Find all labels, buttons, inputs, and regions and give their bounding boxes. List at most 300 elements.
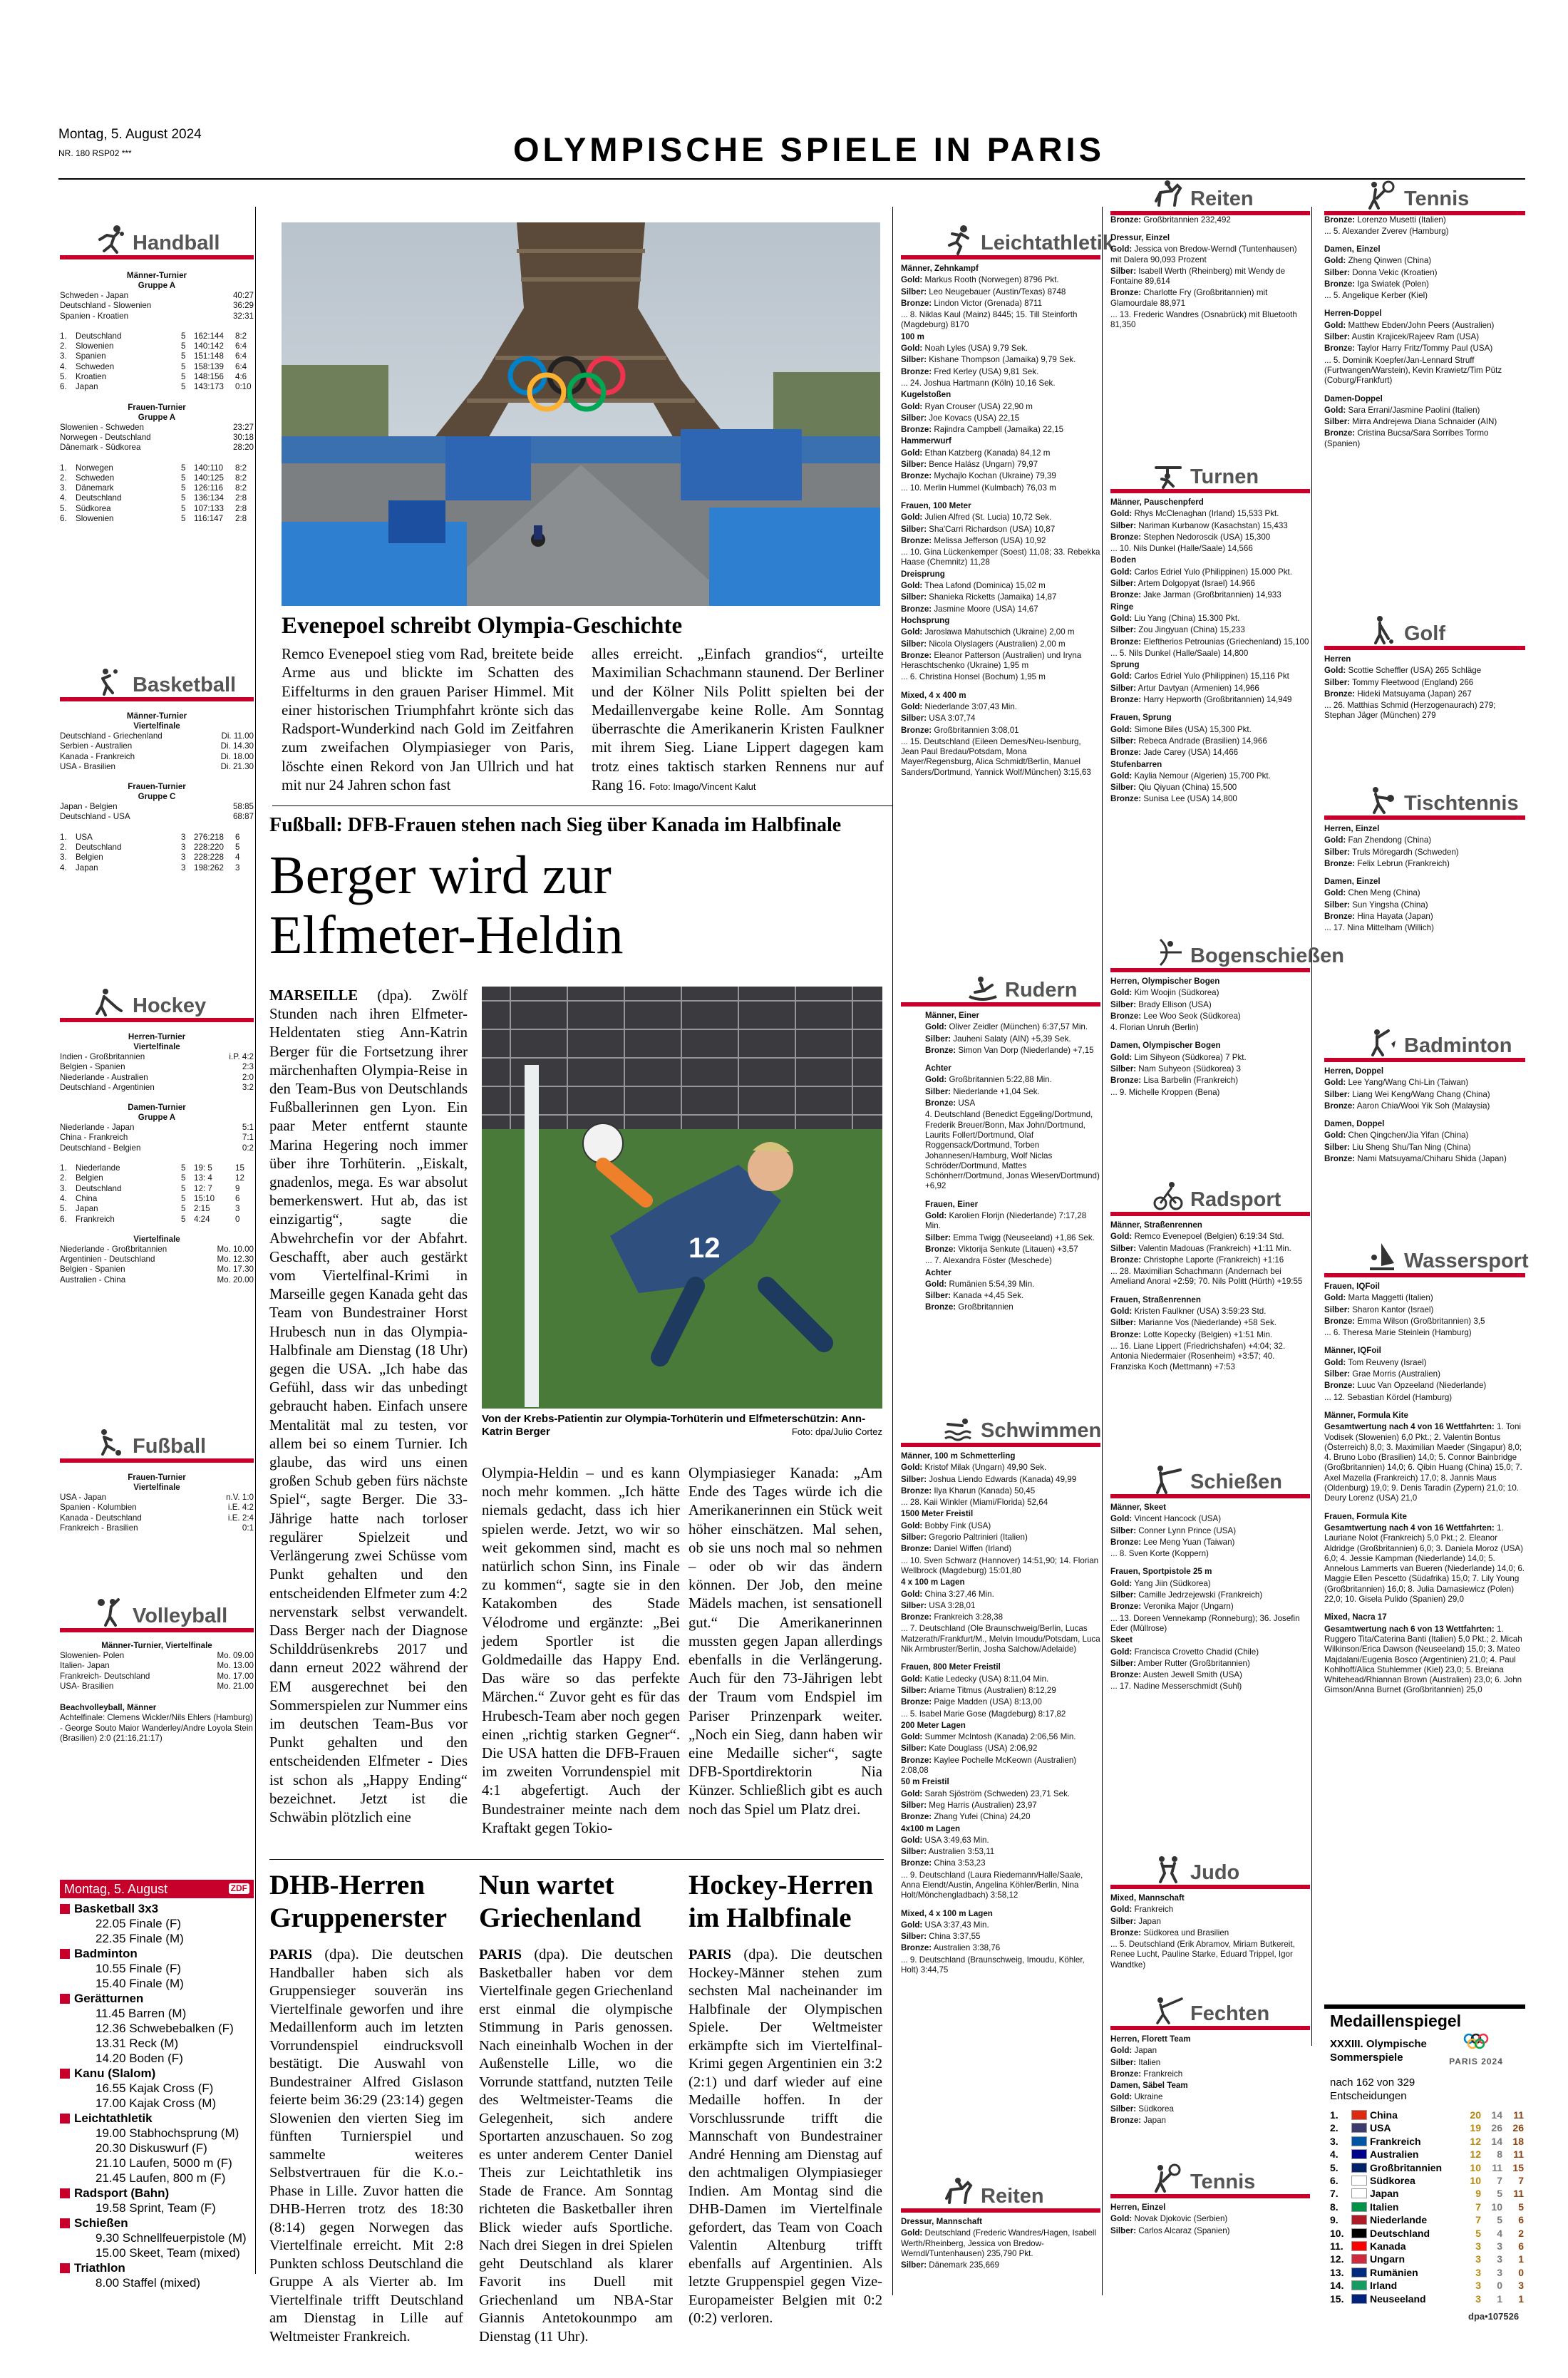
match-teams: Niederlande - Japan xyxy=(60,1123,135,1133)
result-line: Bronze: Iga Swiatek (Polen) xyxy=(1324,279,1429,289)
result-line: ... 10. Gina Lückenkemper (Soest) 11,08; 33. Rebekka Haase (Chemnitz) 11,28 xyxy=(901,547,1100,567)
spacer xyxy=(1324,388,1525,394)
result-line: Silber: Marianne Vos (Niederlande) +58 Sek. xyxy=(1110,1318,1276,1328)
tennis_bottom-results xyxy=(1110,2203,1310,2238)
table-cell: 5 xyxy=(181,463,186,473)
result-line: Silber: Japan xyxy=(1110,1916,1161,1926)
radsport-label: Radsport xyxy=(1190,1188,1281,1211)
table-cell: 5 xyxy=(181,1163,186,1173)
section-rule xyxy=(1110,2026,1310,2030)
table-cell: 3 xyxy=(181,843,186,853)
match-score: 0:1 xyxy=(242,1523,254,1533)
section-rule xyxy=(1324,1058,1525,1062)
flag-icon xyxy=(1351,2268,1367,2277)
spacer xyxy=(1110,1289,1310,1295)
result-line: ... 15. Deutschland (Eileen Demes/Neu-Isenburg, Jean Paul Bredau/Potsdam, Mona Mayer/Regensburg, Alica Schmidt/Berlin, Manuel Sanders/Dortmund, Yannick Wolf/München) 3:15,63 xyxy=(901,736,1091,777)
result-line: Bronze: Ilya Kharun (Kanada) 50,45 xyxy=(901,1486,1036,1496)
football-photo-caption xyxy=(482,1413,882,1438)
result-line: Bronze: Sunisa Lee (USA) 14,800 xyxy=(1110,794,1237,804)
section-rule xyxy=(1324,1273,1525,1277)
table-cell: China xyxy=(76,1193,98,1203)
result-line: Silber: Isabell Werth (Rheinberg) mit Wendy de Fontaine 89,614 xyxy=(1110,266,1286,287)
result-row xyxy=(60,1062,254,1072)
gold-count: 20 xyxy=(1470,2109,1481,2121)
table-cell: 151:148 xyxy=(194,351,224,361)
result-line: 4 x 100 m Lagen xyxy=(901,1577,965,1587)
medal-rank: 2. xyxy=(1330,2122,1339,2134)
table-cell: 148:156 xyxy=(194,372,224,382)
medal-rank: 6. xyxy=(1330,2175,1339,2187)
result-line: Silber: Liu Sheng Shu/Tan Ning (China) xyxy=(1324,1142,1471,1152)
medals-credit: dpa•107526 xyxy=(1468,2311,1520,2322)
result-line: Gold: Scottie Scheffler (USA) 265 Schläge xyxy=(1324,666,1482,676)
result-line: Silber: USA 3:28,01 xyxy=(901,1600,976,1610)
match-teams: USA - Japan xyxy=(60,1493,107,1502)
result-line: Herren-Doppel xyxy=(1324,309,1382,319)
table-cell: Belgien xyxy=(76,1173,103,1183)
bronze-count: 6 xyxy=(1518,2214,1524,2226)
match-score: 36:29 xyxy=(232,301,254,311)
result-line: Bronze: Japan xyxy=(1110,2116,1166,2126)
article-divider xyxy=(269,1859,884,1860)
table-cell: 2. xyxy=(60,843,67,853)
gold-count: 3 xyxy=(1475,2253,1481,2265)
result-line: Silber: Ariarne Titmus (Australien) 8:12,29 xyxy=(901,1685,1056,1695)
volleyball-heading xyxy=(96,1588,227,1628)
result-line: ... 13. Frederic Wandres (Osnabrück) mit Bluetooth 81,350 xyxy=(1110,310,1297,330)
match-score: 40:27 xyxy=(232,291,254,300)
table-cell: 2. xyxy=(60,473,67,483)
result-line: Skeet xyxy=(1110,1635,1133,1645)
result-line: Damen-Doppel xyxy=(1324,393,1383,403)
match-teams: Kanada - Frankreich xyxy=(60,751,135,761)
tischtennis-heading xyxy=(1367,776,1519,815)
sail-icon xyxy=(1367,1242,1397,1273)
medal-rank: 5. xyxy=(1330,2161,1339,2173)
schwimmen-results xyxy=(901,1451,1100,1977)
medal-rank: 4. xyxy=(1330,2148,1339,2161)
result-line: Bronze: Fred Kerley (USA) 9,81 Sek. xyxy=(901,366,1039,376)
result-line: Silber: Carlos Alcaraz (Spanien) xyxy=(1110,2225,1230,2235)
fussball-heading xyxy=(96,1419,206,1458)
result-line: Gold: Simone Biles (USA) 15,300 Pkt. xyxy=(1110,724,1252,734)
result-line: Gold: Niederlande 3:07,43 Min. xyxy=(901,701,1018,711)
table-cell: Deutschland xyxy=(76,331,122,341)
result-line: Silber: Amber Rutter (Großbritannien) xyxy=(1110,1658,1250,1668)
table-cell: 107:133 xyxy=(194,503,224,513)
gold-count: 10 xyxy=(1470,2161,1481,2173)
result-line: Gold: Julien Alfred (St. Lucia) 10,72 Sek. xyxy=(901,513,1052,523)
table-cell: Deutschland xyxy=(76,843,122,853)
table-cell: Japan xyxy=(76,382,98,392)
result-line: Hammerwurf xyxy=(901,436,951,446)
result-line: Bronze: Austen Jewell Smith (USA) xyxy=(1110,1670,1242,1680)
result-line: Männer, Zehnkampf xyxy=(901,264,979,273)
result-line: Gold: Francisca Crovetto Chadid (Chile) xyxy=(1110,1647,1259,1657)
match-score: Mo. 17.30 xyxy=(217,1265,254,1275)
flag-icon xyxy=(1351,2254,1367,2264)
result-line: ... 26. Matthias Schmid (Herzogenaurach) 279; Stephan Jäger (München) 279 xyxy=(1324,701,1496,721)
result-line: Gold: Vincent Hancock (USA) xyxy=(1110,1514,1222,1524)
table-cell: Spanien xyxy=(76,351,106,361)
leichtathletik-heading xyxy=(944,215,1114,255)
result-line: Gold: Carlos Edriel Yulo (Philippinen) 15.000 Pkt. xyxy=(1110,567,1292,577)
section-rule xyxy=(901,1443,1100,1447)
match-score: 7:1 xyxy=(242,1133,254,1143)
match-score: 28:20 xyxy=(232,443,254,453)
result-row xyxy=(60,1083,254,1093)
headline-line: Gruppenerster xyxy=(269,1903,448,1933)
result-line: Silber: Italien xyxy=(1110,2057,1161,2067)
bogen-label: Bogenschießen xyxy=(1190,944,1344,967)
match-score: n.V. 1:0 xyxy=(226,1493,254,1502)
bronze-count: 15 xyxy=(1512,2161,1524,2173)
match-teams: Belgien - Spanien xyxy=(60,1062,125,1072)
table-cell: Japan xyxy=(76,1204,98,1214)
result-line: 200 Meter Lagen xyxy=(901,1720,966,1730)
table-cell: 12 xyxy=(235,1173,244,1183)
silver-count: 5 xyxy=(1497,2214,1502,2226)
result-line: ... 8. Niklas Kaul (Mainz) 8445; 15. Till Steinforth (Magdeburg) 8170 xyxy=(901,310,1078,330)
match-score: 5:1 xyxy=(242,1123,254,1133)
result-line: Silber: Brady Ellison (USA) xyxy=(1110,999,1212,1009)
spacer xyxy=(1110,1560,1310,1567)
medal-country: Südkorea xyxy=(1370,2175,1415,2187)
match-score: Mo. 13.00 xyxy=(217,1661,254,1671)
result-line: Bronze: Nami Matsuyama/Chiharu Shida (Japan) xyxy=(1324,1154,1507,1164)
golf-label: Golf xyxy=(1404,622,1445,645)
gold-count: 5 xyxy=(1475,2227,1481,2239)
medal-row xyxy=(1330,2279,1524,2292)
table-cell: 8:2 xyxy=(235,483,247,493)
racket-icon xyxy=(1367,180,1397,211)
table-row xyxy=(60,1204,254,1214)
bottom-story-headline xyxy=(269,1869,469,1935)
table-cell: 126:116 xyxy=(194,483,224,493)
match-score: 2:3 xyxy=(242,1062,254,1072)
result-line: ... 9. Deutschland (Braunschweig, Imoudu, Köhler, Holt) 3:44,75 xyxy=(901,1955,1085,1975)
table-cell: 6. xyxy=(60,514,67,524)
result-subtitle: Viertelfinale xyxy=(133,1483,180,1492)
result-line: Silber: Austin Krajicek/Rajeev Ram (USA) xyxy=(1324,332,1480,342)
table-cell: 5. xyxy=(60,503,67,513)
turnen-heading xyxy=(1153,449,1259,489)
bronze-count: 7 xyxy=(1518,2175,1524,2187)
result-line: Mixed, 4 x 100 m Lagen xyxy=(901,1908,993,1918)
bronze-count: 1 xyxy=(1518,2253,1524,2265)
flag-icon xyxy=(1351,2110,1367,2120)
rudern-label: Rudern xyxy=(1005,979,1078,1002)
bronze-count: 11 xyxy=(1513,2148,1524,2161)
result-row xyxy=(60,741,254,751)
result-line: Bronze: Südkorea und Brasilien xyxy=(1110,1927,1229,1937)
flag-icon xyxy=(1351,2163,1367,2173)
result-line: Bronze: Lee Woo Seok (Südkorea) xyxy=(1110,1011,1241,1021)
leichtathletik-label: Leichtathletik xyxy=(981,232,1114,254)
gym-icon xyxy=(1153,458,1183,489)
tv-item: 16.55 Kajak Cross (F) xyxy=(96,2081,214,2095)
spacer xyxy=(901,1656,1100,1662)
result-row xyxy=(60,301,254,311)
match-score: 58:85 xyxy=(232,802,254,812)
section-rule xyxy=(1324,211,1525,215)
medal-country: China xyxy=(1370,2109,1398,2121)
tv-item: 22.05 Finale (F) xyxy=(96,1917,181,1930)
medal-country: Japan xyxy=(1370,2188,1399,2200)
table-row xyxy=(60,331,254,341)
tv-date: Montag, 5. August xyxy=(64,1882,168,1896)
result-line: Damen, Einzel xyxy=(1324,245,1381,254)
result-line: 100 m xyxy=(901,331,924,341)
section-rule xyxy=(60,1458,254,1463)
column-divider xyxy=(1102,207,1103,2295)
result-line: ... 9. Michelle Kroppen (Bena) xyxy=(1110,1087,1220,1097)
football-headline-line1: Berger wird zur xyxy=(269,845,612,905)
result-line: Herren, Einzel xyxy=(1110,2203,1166,2212)
match-teams: Italien- Japan xyxy=(60,1661,110,1671)
article-divider xyxy=(272,805,892,806)
football-dateline: MARSEILLE xyxy=(269,988,359,1004)
medal-rank: 12. xyxy=(1330,2253,1344,2265)
result-line: ... 9. Deutschland (Laura Riedemann/Halle/Saale, Anna Elendt/Austin, Angelina Köhler/Berlin, Nina Holt/Mönchengladbach) 3:58,12 xyxy=(901,1870,1083,1900)
result-line: Bronze: Kaylee Pochelle McKeown (Australien) 2:08,08 xyxy=(901,1755,1077,1776)
result-line: Bronze: Stephen Nedoroscik (USA) 15,300 xyxy=(1110,532,1271,542)
medal-rank: 3. xyxy=(1330,2135,1339,2147)
result-line: Bronze: Aaron Chia/Wooi Yik Soh (Malaysia) xyxy=(1324,1101,1490,1111)
result-row xyxy=(60,1493,254,1503)
judo-results xyxy=(1110,1893,1310,1972)
match-teams: Australien - China xyxy=(60,1275,126,1285)
racket-icon xyxy=(1153,2163,1183,2194)
basketball-label: Basketball xyxy=(133,674,237,696)
result-line: Frauen, IQFoil xyxy=(1324,1282,1380,1291)
result-line: Gold: Kristof Milak (Ungarn) 49,90 Sek. xyxy=(901,1463,1047,1473)
result-row xyxy=(60,1123,254,1133)
table-cell: 6:4 xyxy=(235,351,247,361)
medal-row xyxy=(1330,2148,1524,2161)
result-line: Gold: Marta Maggetti (Italien) xyxy=(1324,1293,1433,1303)
result-row xyxy=(60,752,254,762)
tischtennis-results xyxy=(1324,824,1525,935)
result-line: Männer, Straßenrennen xyxy=(1110,1220,1202,1230)
result-line: Gold: Rhys McClenaghan (Irland) 15,533 Pkt. xyxy=(1110,509,1279,519)
result-line: Gold: Liu Yang (China) 15.300 Pkt. xyxy=(1110,613,1240,623)
table-cell: 0:10 xyxy=(235,382,252,392)
medal-country: Rumänien xyxy=(1370,2266,1418,2278)
match-teams: Japan - Belgien xyxy=(60,802,118,812)
table-cell: Südkorea xyxy=(76,503,111,513)
table-cell: 5 xyxy=(181,473,186,483)
flag-icon xyxy=(1351,2136,1367,2146)
lead-headline: Evenepoel schreibt Olympia-Geschichte xyxy=(282,613,683,639)
table-row xyxy=(60,463,254,473)
result-line: Gold: Katie Ledecky (USA) 8:11,04 Min. xyxy=(901,1674,1049,1684)
result-line: ... 6. Christina Honsel (Bochum) 1,95 m xyxy=(901,672,1046,682)
table-cell: 2:15 xyxy=(194,1204,210,1214)
medal-country: Australien xyxy=(1370,2148,1419,2161)
table-row xyxy=(60,473,254,483)
table-cell: Japan xyxy=(76,863,98,873)
run-icon xyxy=(944,224,974,255)
turnen-results xyxy=(1110,498,1310,806)
result-line: Silber: Kishane Thompson (Jamaika) 9,79 Sek. xyxy=(901,355,1076,365)
medals-table xyxy=(1330,2109,1524,2305)
match-score: Di. 18.00 xyxy=(220,751,254,761)
result-line: Bronze: Luuc Van Opzeeland (Niederlande) xyxy=(1324,1381,1487,1391)
medal-row xyxy=(1330,2109,1524,2121)
table-cell: 5 xyxy=(235,843,240,853)
flag-icon xyxy=(1351,2149,1367,2159)
bronze-count: 3 xyxy=(1518,2280,1524,2292)
table-cell: 5 xyxy=(181,1214,186,1224)
result-line: Bronze: Christophe Laporte (Frankreich) +1:16 xyxy=(1110,1255,1284,1265)
schiessen-label: Schießen xyxy=(1190,1471,1282,1493)
table-cell: Schweden xyxy=(76,473,115,483)
table-cell: 5 xyxy=(181,341,186,351)
match-score: 2:0 xyxy=(242,1072,254,1082)
table-cell: 5 xyxy=(181,331,186,341)
match-teams: Dänemark - Südkorea xyxy=(60,443,141,453)
table-cell: 0 xyxy=(235,1214,240,1224)
silver-count: 5 xyxy=(1497,2188,1502,2200)
result-line: Silber: Sha'Carri Richardson (USA) 10,87 xyxy=(901,524,1056,534)
match-teams: Frankreich - Brasilien xyxy=(60,1523,138,1533)
result-title: Damen-Turnier xyxy=(128,1103,186,1113)
result-line: Gold: Bobby Fink (USA) xyxy=(901,1520,991,1530)
result-line: Männer, Pauschenpferd xyxy=(1110,498,1204,507)
table-cell: 6:4 xyxy=(235,361,247,371)
match-score: Mo. 17.00 xyxy=(217,1671,254,1681)
silver-count: 26 xyxy=(1491,2122,1502,2134)
tv-sport-name: Schießen xyxy=(74,2216,128,2230)
table-cell: Frankreich xyxy=(76,1214,115,1224)
result-line: Silber: Conner Lynn Prince (USA) xyxy=(1110,1525,1237,1535)
table-cell: 228:228 xyxy=(194,853,224,863)
table-cell: 136:134 xyxy=(194,493,224,503)
spacer xyxy=(1324,238,1525,245)
tv-sport-name: Badminton xyxy=(74,1947,138,1960)
table-cell: 228:220 xyxy=(194,843,224,853)
table-cell: 3 xyxy=(235,1204,240,1214)
flag-icon xyxy=(1351,2228,1367,2238)
table-cell: Norwegen xyxy=(76,463,113,473)
tischtennis-label: Tischtennis xyxy=(1404,792,1519,815)
table-cell: Slowenien xyxy=(76,514,114,524)
result-line: Bronze: China 3:53,23 xyxy=(901,1858,986,1868)
wassersport-results xyxy=(1324,1282,1525,1697)
result-title: Frauen-Turnier xyxy=(128,402,186,412)
bronze-count: 2 xyxy=(1518,2227,1524,2239)
table-cell: 3 xyxy=(181,853,186,863)
result-line: Gold: Markus Rooth (Norwegen) 8796 Pkt. xyxy=(901,275,1059,285)
bullet-square xyxy=(60,2263,70,2273)
medal-rank: 14. xyxy=(1330,2280,1344,2292)
result-line: Gesamtwertung nach 6 von 13 Wettfahrten: 1. Ruggero Tita/Caterina Banti (Italien) 5,0 Pkt.; 2. Micah Wilkinson/Erica Dawson (Neuseeland) 15,0; 3. Mateo Majdalani/Eugenia Bosco (Argentinien) 21,0; 4. Paul Kohlhoff/Alica Stuhlemmer (Kiel) 23,0; 5. Breiana Whitehead/Rhiannan Brown (Australien) 23,0; 6. John Gimson/Anna Burnet (Großbritannien) 25,0 xyxy=(1324,1624,1522,1695)
tv-sport xyxy=(60,1901,254,1916)
section-rule xyxy=(1110,1212,1310,1216)
result-line: Silber: Kanada +4,45 Sek. xyxy=(925,1291,1024,1301)
result-line: Damen, Säbel Team xyxy=(1110,2081,1188,2091)
result-line: Silber: Sun Yingsha (China) xyxy=(1324,900,1428,910)
result-line: Herren, Einzel xyxy=(1324,824,1380,833)
medal-row xyxy=(1330,2161,1524,2174)
tv-sport xyxy=(60,2066,254,2081)
tv-sport xyxy=(60,2111,254,2126)
result-line: Gold: China 3:27,46 Min. xyxy=(901,1589,994,1599)
result-line: Gold: Frankreich xyxy=(1110,1905,1174,1915)
leichtathletik-results xyxy=(901,264,1100,779)
medal-row xyxy=(1330,2266,1524,2279)
tv-sport xyxy=(60,2260,254,2275)
result-row xyxy=(60,1052,254,1062)
bronze-count: 18 xyxy=(1512,2135,1524,2147)
table-cell: Belgien xyxy=(76,853,103,863)
result-line: Bronze: Hideki Matsuyama (Japan) 267 xyxy=(1324,689,1472,699)
table-cell: 5 xyxy=(181,503,186,513)
section-rule xyxy=(60,1628,254,1632)
result-line: Gold: Carlos Edriel Yulo (Philippinen) 15,116 Pkt xyxy=(1110,671,1289,681)
bottom-story-text xyxy=(269,1946,463,2346)
flag-icon xyxy=(1351,2215,1367,2225)
horse-icon xyxy=(944,2177,974,2208)
medal-country: USA xyxy=(1370,2122,1391,2134)
medal-rank: 1. xyxy=(1330,2109,1339,2121)
match-score: i.E. 2:4 xyxy=(227,1513,254,1523)
page-date: Montag, 5. August 2024 xyxy=(58,127,202,142)
golf-results xyxy=(1324,654,1525,723)
match-teams: Deutschland - Belgien xyxy=(60,1143,141,1153)
beach-title: Beachvolleyball, Männer xyxy=(60,1703,157,1713)
bullet-square xyxy=(60,2188,70,2198)
headline-line: Griechenland xyxy=(479,1903,641,1933)
flag-icon xyxy=(1351,2280,1367,2290)
result-line: Damen, Einzel xyxy=(1324,877,1381,887)
medal-country: Neuseeland xyxy=(1370,2292,1426,2305)
tv-item: 21.45 Laufen, 800 m (F) xyxy=(96,2171,226,2185)
result-line: Damen, Doppel xyxy=(1324,1119,1385,1129)
result-line: Bronze: Großbritannien 232,492 xyxy=(1110,215,1231,225)
match-score: 0:2 xyxy=(242,1143,254,1153)
result-line: Gold: Thea Lafond (Dominica) 15,02 m xyxy=(901,581,1046,591)
result-row xyxy=(60,1672,254,1682)
result-row xyxy=(60,812,254,822)
fussball-label: Fußball xyxy=(133,1435,207,1458)
medal-country: Kanada xyxy=(1370,2240,1406,2253)
flag-icon xyxy=(1351,2294,1367,2304)
result-line: ... 7. Alexandra Föster (Meschede) xyxy=(925,1256,1052,1266)
result-line: ... 17. Nina Mittelham (Willich) xyxy=(1324,923,1434,933)
match-teams: Indien - Großbritannien xyxy=(60,1052,145,1061)
result-line: Silber: Shanieka Ricketts (Jamaika) 14,87 xyxy=(901,592,1057,602)
result-row xyxy=(60,291,254,301)
result-row xyxy=(60,1651,254,1661)
result-line: Silber: Leo Neugebauer (Austin/Texas) 8748 xyxy=(901,287,1066,297)
spacer xyxy=(925,1057,1100,1064)
result-line: Silber: Niederlande +1,04 Sek. xyxy=(925,1086,1040,1096)
result-subtitle: Gruppe A xyxy=(138,281,176,290)
result-line: Bronze: Großbritannien 3:08,01 xyxy=(901,725,1019,735)
tv-item: 13.31 Reck (M) xyxy=(96,2037,179,2050)
match-teams: Schweden - Japan xyxy=(60,291,129,300)
schiessen-results xyxy=(1110,1503,1310,1694)
result-line: ... 16. Liane Lippert (Friedrichshafen) +4:04; 32. Antonia Niedermaier (Rosenheim) +3:57; 40. Franziska Koch (Mettmann) +7:53 xyxy=(1110,1341,1286,1371)
svg-text:12: 12 xyxy=(688,1232,721,1264)
paris-2024-logo xyxy=(1437,2032,1515,2071)
spacer xyxy=(1110,227,1310,233)
match-score: 3:2 xyxy=(242,1082,254,1092)
result-line: Bronze: Lotte Kopecky (Belgien) +1:51 Min. xyxy=(1110,1329,1273,1339)
tv-item: 17.00 Kajak Cross (M) xyxy=(96,2096,217,2110)
